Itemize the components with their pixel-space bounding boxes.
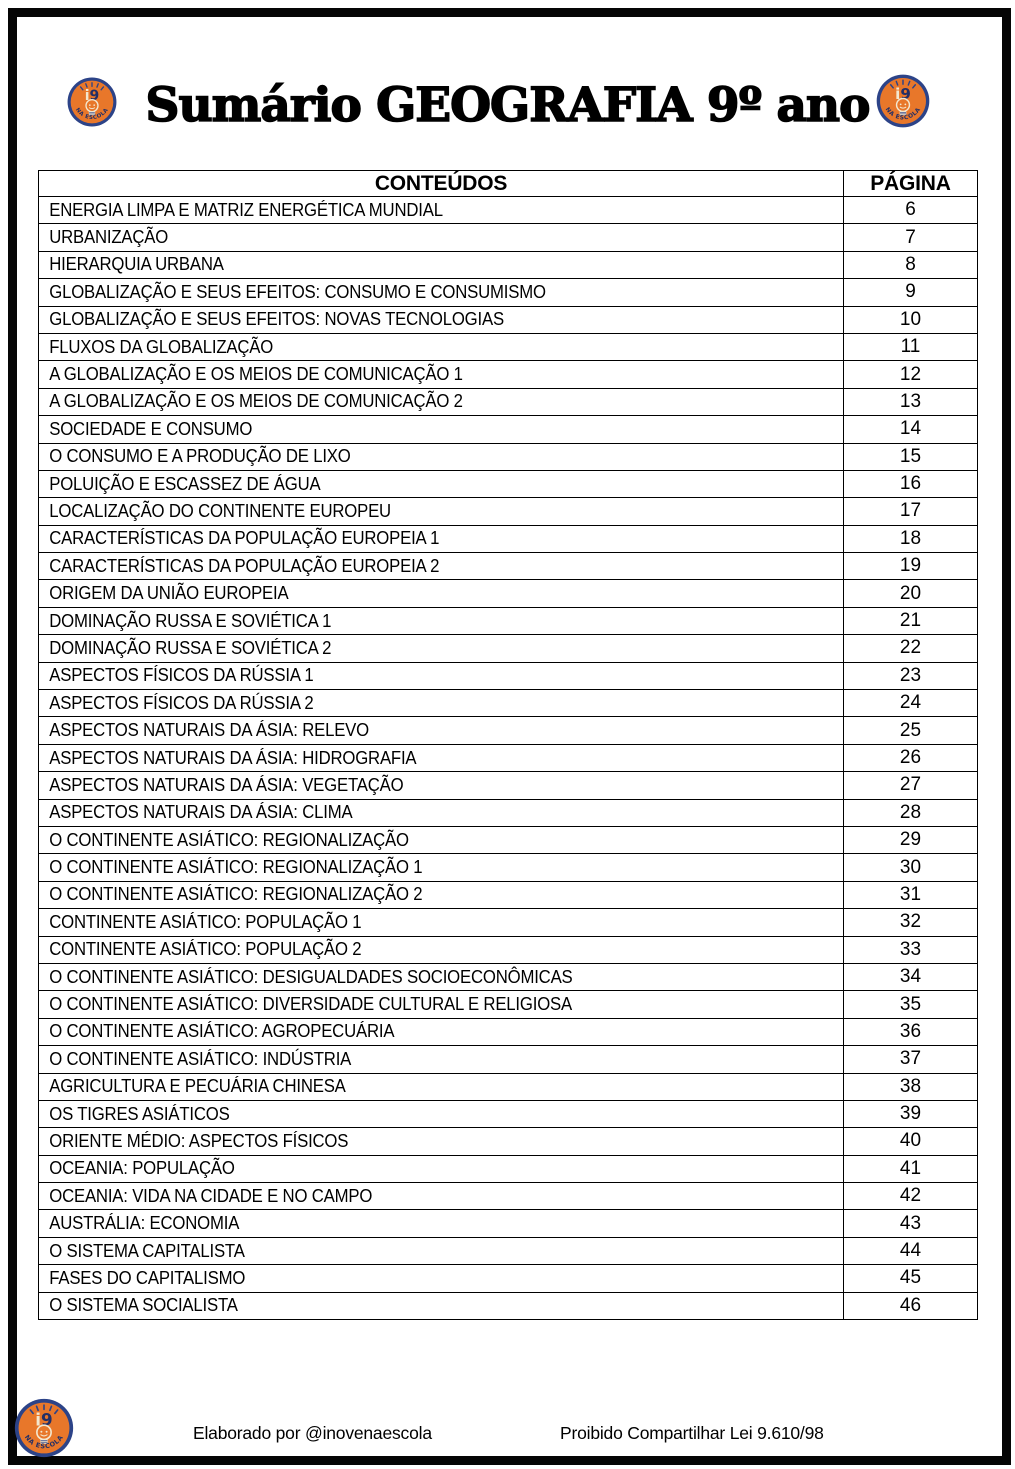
toc-page-cell: 36 <box>844 1018 978 1045</box>
toc-content-cell: URBANIZAÇÃO <box>39 224 844 251</box>
table-row <box>39 1073 978 1100</box>
table-row <box>39 1155 978 1182</box>
toc-content-cell: O CONTINENTE ASIÁTICO: INDÚSTRIA <box>39 1046 844 1073</box>
table-row <box>39 1210 978 1237</box>
toc-page-cell: 19 <box>844 553 978 580</box>
table-row <box>39 443 978 470</box>
i9-escola-logo-right <box>875 73 931 129</box>
toc-content-cell: CARACTERÍSTICAS DA POPULAÇÃO EUROPEIA 1 <box>39 525 844 552</box>
table-row <box>39 1237 978 1264</box>
table-row <box>39 416 978 443</box>
table-row <box>39 936 978 963</box>
toc-content-cell: LOCALIZAÇÃO DO CONTINENTE EUROPEU <box>39 498 844 525</box>
toc-content-cell: ASPECTOS FÍSICOS DA RÚSSIA 2 <box>39 690 844 717</box>
table-row <box>39 251 978 278</box>
table-row <box>39 881 978 908</box>
toc-content-cell: ASPECTOS NATURAIS DA ÁSIA: HIDROGRAFIA <box>39 744 844 771</box>
toc-content-cell: FASES DO CAPITALISMO <box>39 1265 844 1292</box>
toc-content-cell: O CONTINENTE ASIÁTICO: REGIONALIZAÇÃO 1 <box>39 854 844 881</box>
toc-page-cell: 26 <box>844 744 978 771</box>
table-row <box>39 525 978 552</box>
toc-content-cell: O CONSUMO E A PRODUÇÃO DE LIXO <box>39 443 844 470</box>
i9-escola-logo-footer <box>13 1397 75 1459</box>
table-row <box>39 1100 978 1127</box>
toc-page-cell: 23 <box>844 662 978 689</box>
toc-page-cell: 18 <box>844 525 978 552</box>
toc-page-cell: 16 <box>844 470 978 497</box>
table-row <box>39 279 978 306</box>
toc-page-cell: 13 <box>844 388 978 415</box>
toc-content-cell: AUSTRÁLIA: ECONOMIA <box>39 1210 844 1237</box>
page-title: Sumário GEOGRAFIA 9º ano <box>145 77 870 133</box>
toc-content-cell: ASPECTOS NATURAIS DA ÁSIA: VEGETAÇÃO <box>39 772 844 799</box>
toc-content-cell: POLUIÇÃO E ESCASSEZ DE ÁGUA <box>39 470 844 497</box>
toc-content-cell: ORIGEM DA UNIÃO EUROPEIA <box>39 580 844 607</box>
toc-content-cell: O CONTINENTE ASIÁTICO: REGIONALIZAÇÃO 2 <box>39 881 844 908</box>
toc-content-cell: HIERARQUIA URBANA <box>39 251 844 278</box>
toc-header <box>39 171 978 197</box>
toc-content-cell: OCEANIA: POPULAÇÃO <box>39 1155 844 1182</box>
toc-page-cell: 46 <box>844 1292 978 1319</box>
table-row <box>39 553 978 580</box>
toc-content-cell: O SISTEMA CAPITALISTA <box>39 1237 844 1264</box>
toc-page-cell: 33 <box>844 936 978 963</box>
toc-page-cell: 10 <box>844 306 978 333</box>
toc-content-cell: ENERGIA LIMPA E MATRIZ ENERGÉTICA MUNDIAL <box>39 197 844 224</box>
toc-content-cell: ASPECTOS NATURAIS DA ÁSIA: RELEVO <box>39 717 844 744</box>
toc-content-cell: CONTINENTE ASIÁTICO: POPULAÇÃO 2 <box>39 936 844 963</box>
footer-credit: Elaborado por @inovenaescola <box>193 1423 432 1443</box>
table-row <box>39 744 978 771</box>
table-row <box>39 1265 978 1292</box>
toc-page-cell: 28 <box>844 799 978 826</box>
toc-page-cell: 12 <box>844 361 978 388</box>
toc-content-cell: A GLOBALIZAÇÃO E OS MEIOS DE COMUNICAÇÃO 1 <box>39 361 844 388</box>
toc-content-cell: ASPECTOS FÍSICOS DA RÚSSIA 1 <box>39 662 844 689</box>
i9-escola-logo-left <box>66 76 118 128</box>
toc-page-cell: 7 <box>844 224 978 251</box>
table-row <box>39 690 978 717</box>
toc-content-cell: ASPECTOS NATURAIS DA ÁSIA: CLIMA <box>39 799 844 826</box>
table-row <box>39 197 978 224</box>
toc-page-cell: 15 <box>844 443 978 470</box>
table-row <box>39 1183 978 1210</box>
toc-page-cell: 39 <box>844 1100 978 1127</box>
toc-content-cell: O CONTINENTE ASIÁTICO: REGIONALIZAÇÃO <box>39 826 844 853</box>
table-row <box>39 963 978 990</box>
table-row <box>39 799 978 826</box>
toc-page-cell: 17 <box>844 498 978 525</box>
toc-table <box>38 170 978 1320</box>
table-row <box>39 717 978 744</box>
table-row <box>39 1292 978 1319</box>
table-row <box>39 580 978 607</box>
toc-content-cell: AGRICULTURA E PECUÁRIA CHINESA <box>39 1073 844 1100</box>
table-row <box>39 909 978 936</box>
toc-page-cell: 42 <box>844 1183 978 1210</box>
table-row <box>39 470 978 497</box>
toc-page-cell: 37 <box>844 1046 978 1073</box>
toc-content-cell: DOMINAÇÃO RUSSA E SOVIÉTICA 1 <box>39 607 844 634</box>
footer <box>0 1390 1015 1469</box>
toc-content-cell: O SISTEMA SOCIALISTA <box>39 1292 844 1319</box>
toc-content-cell: A GLOBALIZAÇÃO E OS MEIOS DE COMUNICAÇÃO 2 <box>39 388 844 415</box>
toc-content-cell: OS TIGRES ASIÁTICOS <box>39 1100 844 1127</box>
toc-content-cell: FLUXOS DA GLOBALIZAÇÃO <box>39 333 844 360</box>
table-row <box>39 388 978 415</box>
toc-page-cell: 20 <box>844 580 978 607</box>
toc-content-cell: OCEANIA: VIDA NA CIDADE E NO CAMPO <box>39 1183 844 1210</box>
toc-page-cell: 45 <box>844 1265 978 1292</box>
toc-page-cell: 32 <box>844 909 978 936</box>
toc-page-cell: 41 <box>844 1155 978 1182</box>
table-row <box>39 991 978 1018</box>
toc-content-cell: GLOBALIZAÇÃO E SEUS EFEITOS: NOVAS TECNOLOGIAS <box>39 306 844 333</box>
table-row <box>39 361 978 388</box>
toc-header-contents: CONTEÚDOS <box>39 171 844 197</box>
toc-content-cell: GLOBALIZAÇÃO E SEUS EFEITOS: CONSUMO E CONSUMISMO <box>39 279 844 306</box>
table-row <box>39 333 978 360</box>
toc-page-cell: 35 <box>844 991 978 1018</box>
toc-page-cell: 31 <box>844 881 978 908</box>
footer-copyright-notice: Proibido Compartilhar Lei 9.610/98 <box>560 1423 824 1443</box>
toc-page-cell: 6 <box>844 197 978 224</box>
toc-page-cell: 29 <box>844 826 978 853</box>
toc-content-cell: O CONTINENTE ASIÁTICO: AGROPECUÁRIA <box>39 1018 844 1045</box>
toc-page-cell: 43 <box>844 1210 978 1237</box>
toc-content-cell: ORIENTE MÉDIO: ASPECTOS FÍSICOS <box>39 1128 844 1155</box>
toc-page-cell: 30 <box>844 854 978 881</box>
toc-page-cell: 21 <box>844 607 978 634</box>
table-row <box>39 826 978 853</box>
toc-page-cell: 44 <box>844 1237 978 1264</box>
toc-page-cell: 11 <box>844 333 978 360</box>
table-row <box>39 772 978 799</box>
toc-content-cell: CONTINENTE ASIÁTICO: POPULAÇÃO 1 <box>39 909 844 936</box>
toc-content-cell: O CONTINENTE ASIÁTICO: DESIGUALDADES SOCIOECONÔMICAS <box>39 963 844 990</box>
toc-page-cell: 8 <box>844 251 978 278</box>
toc-page-cell: 24 <box>844 690 978 717</box>
table-row <box>39 498 978 525</box>
toc-content-cell: SOCIEDADE E CONSUMO <box>39 416 844 443</box>
table-row <box>39 1046 978 1073</box>
toc-header-page: PÁGINA <box>844 171 978 197</box>
table-row <box>39 1128 978 1155</box>
toc-content-cell: O CONTINENTE ASIÁTICO: DIVERSIDADE CULTURAL E RELIGIOSA <box>39 991 844 1018</box>
table-row <box>39 1018 978 1045</box>
header <box>30 60 985 150</box>
toc-header-row <box>39 171 978 197</box>
toc-page-cell: 25 <box>844 717 978 744</box>
table-row <box>39 306 978 333</box>
toc-page-cell: 22 <box>844 635 978 662</box>
toc-content-cell: DOMINAÇÃO RUSSA E SOVIÉTICA 2 <box>39 635 844 662</box>
table-row <box>39 662 978 689</box>
toc-page-cell: 40 <box>844 1128 978 1155</box>
toc-page-cell: 27 <box>844 772 978 799</box>
toc-body <box>39 197 978 1320</box>
table-row <box>39 635 978 662</box>
table-row <box>39 607 978 634</box>
toc-page-cell: 9 <box>844 279 978 306</box>
toc-page-cell: 34 <box>844 963 978 990</box>
toc-page-cell: 38 <box>844 1073 978 1100</box>
table-row <box>39 224 978 251</box>
toc-content-cell: CARACTERÍSTICAS DA POPULAÇÃO EUROPEIA 2 <box>39 553 844 580</box>
table-row <box>39 854 978 881</box>
toc-page-cell: 14 <box>844 416 978 443</box>
